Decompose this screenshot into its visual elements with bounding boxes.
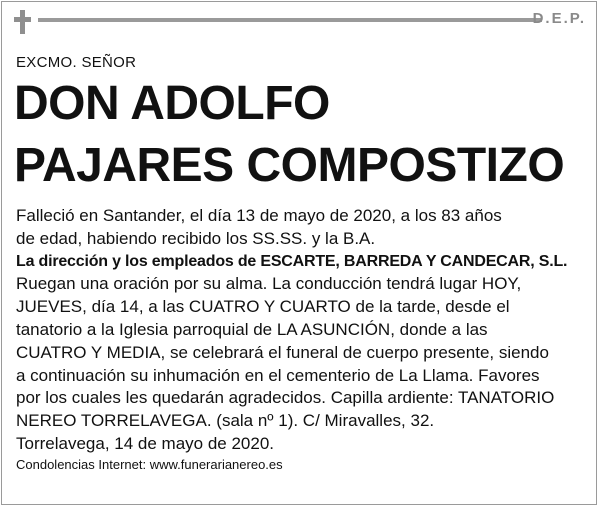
death-line: de edad, habiendo recibido los SS.SS. y la B.A. xyxy=(16,228,376,248)
place-date: Torrelavega, 14 de mayo de 2020. xyxy=(16,433,275,453)
header-bar xyxy=(12,10,588,30)
service-line: NEREO TORRELAVEGA. (sala nº 1). C/ Miravalles, 32. xyxy=(16,411,435,431)
condolences-line: Condolencias Internet: www.funerarianereo.es xyxy=(16,456,283,472)
deceased-name-line-2: PAJARES COMPOSTIZO xyxy=(14,139,565,192)
service-line: tanatorio a la Iglesia parroquial de LA ASUNCIÓN, donde a las xyxy=(16,319,488,339)
death-line: Falleció en Santander, el día 13 de mayo de 2020, a los 83 años xyxy=(16,206,502,225)
deceased-name-line-1: DON ADOLFO xyxy=(14,77,330,130)
service-line: CUATRO Y MEDIA, se celebrará el funeral de cuerpo presente, siendo xyxy=(16,342,549,362)
service-line: a continuación su inhumación en el cementerio de La Llama. Favores xyxy=(16,365,540,385)
notice-body xyxy=(16,205,588,474)
honorific: EXCMO. SEÑOR xyxy=(16,54,137,71)
header-rule xyxy=(38,18,542,22)
service-line: Ruegan una oración por su alma. La conducción tendrá lugar HOY, xyxy=(16,274,522,294)
service-line: JUEVES, día 14, a las CUATRO Y CUARTO de la tarde, desde el xyxy=(16,297,510,317)
dep-label: D.E.P. xyxy=(532,10,586,27)
service-line: por los cuales les quedarán agradecidos. Capilla ardiente: TANATORIO xyxy=(16,388,555,408)
company-line: La dirección y los empleados de ESCARTE, BARREDA Y CANDECAR, S.L. xyxy=(16,252,568,270)
latin-cross-icon xyxy=(12,10,32,34)
